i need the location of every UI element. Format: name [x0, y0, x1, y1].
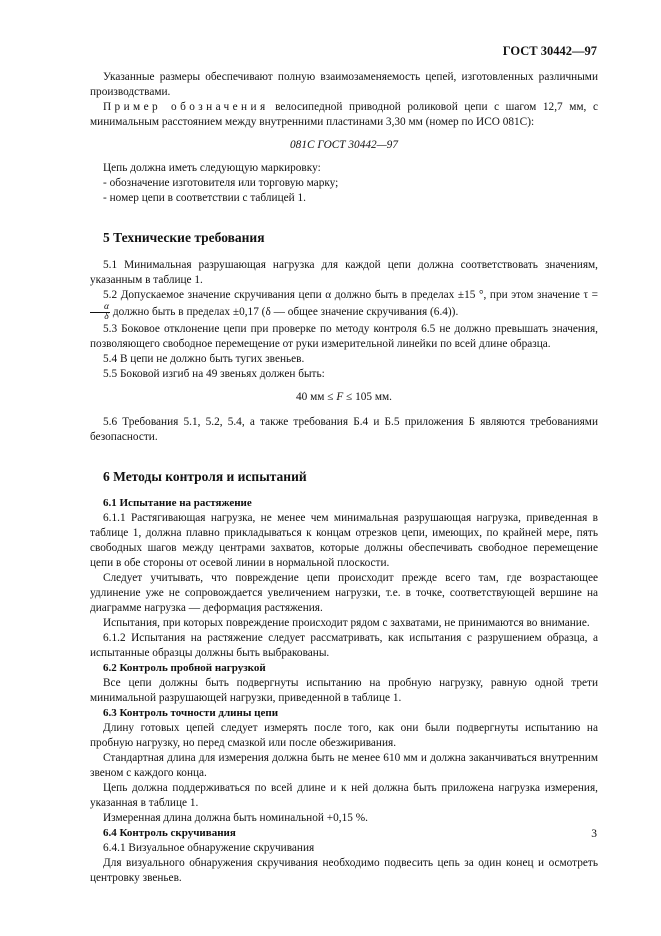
formula: [90, 390, 598, 405]
paragraph: Испытания, при которых повреждение происходит рядом с захватами, не принимаются во внимание.: [103, 617, 590, 629]
list-item: - обозначение изготовителя или торговую марку;: [103, 177, 339, 189]
paragraph-text: должно быть в пределах ±0,17 (δ — общее значение скручивания (6.4)).: [110, 306, 459, 319]
tau-symbol: τ =: [583, 289, 598, 301]
paragraph: 5.4 В цепи не должно быть тугих звеньев.: [103, 353, 305, 365]
section-heading: 5 Технические требования: [103, 230, 265, 245]
formula-part: 40 мм ≤: [296, 391, 337, 403]
paragraph: Указанные размеры обеспечивают полную взаимозаменяемость цепей, изготовленных различными производствами.: [90, 71, 598, 98]
paragraph: 5.1 Минимальная разрушающая нагрузка для каждой цепи должна соответствовать значениям, указанным в таблице 1.: [90, 259, 598, 286]
subsection-heading: 6.2 Контроль пробной нагрузкой: [103, 662, 266, 674]
formula-variable: F: [336, 391, 344, 403]
subsection-heading: 6.4 Контроль скручивания: [103, 827, 236, 839]
designation: 081С ГОСТ 30442—97: [290, 139, 398, 151]
example-text: велосипедной приводной роликовой цепи с шагом 12,7 мм, с минимальным расстоянием между внутренними пластинами 3,30 мм (номер по ИСО 081С):: [90, 101, 598, 128]
paragraph: 5.3 Боковое отклонение цепи при проверке по методу контроля 6.5 не должно превышать значения, позволяющего свободное перемещение от руки измерительной линейки по всей длине образца.: [90, 323, 598, 350]
paragraph: Цепь должна иметь следующую маркировку:: [103, 162, 321, 174]
fraction: [90, 303, 110, 322]
paragraph-text: 5.2 Допускаемое значение скручивания цепи α должно быть в пределах ±15 °, при этом значение: [103, 289, 584, 301]
paragraph: Для визуального обнаружения скручивания необходимо подвесить цепь за один конец и осмотреть центровку звеньев.: [90, 857, 598, 884]
page-content: [90, 70, 598, 886]
paragraph: 5.6 Требования 5.1, 5.2, 5.4, а также требования Б.4 и Б.5 приложения Б являются требованиями безопасности.: [90, 416, 598, 443]
subsection-heading: 6.3 Контроль точности длины цепи: [103, 707, 279, 719]
standard-code-header: ГОСТ 30442—97: [502, 44, 597, 58]
paragraph: Следует учитывать, что повреждение цепи происходит прежде всего там, где возрастающее удлинение уже не сопровождается увеличением нагрузки, т.е. в точке, соответствующей вершине на диаграмме нагрузка — деформация растяжения.: [90, 572, 598, 614]
paragraph: Стандартная длина для измерения должна быть не менее 610 мм и должна заканчиваться внутренним звеном с каждого конца.: [90, 752, 598, 779]
paragraph: [90, 288, 598, 322]
paragraph: Измеренная длина должна быть номинальной +0,15 %.: [103, 812, 368, 824]
fraction-numerator: α: [90, 303, 110, 313]
list-item: - номер цепи в соответствии с таблицей 1.: [103, 192, 306, 204]
subsection-heading: 6.1 Испытание на растяжение: [103, 497, 252, 509]
formula-part: ≤ 105 мм.: [343, 391, 392, 403]
fraction-denominator: δ: [104, 312, 109, 322]
section-heading: 6 Методы контроля и испытаний: [103, 469, 307, 484]
example-paragraph: [90, 100, 598, 130]
paragraph: 6.4.1 Визуальное обнаружение скручивания: [103, 842, 315, 854]
paragraph: 5.5 Боковой изгиб на 49 звеньях должен быть:: [103, 368, 325, 380]
paragraph: 6.1.1 Растягивающая нагрузка, не менее чем минимальная разрушающая нагрузка, приведенная в таблице 1, должна плавно прикладываться к концам отрезков цепи, имеющих, по крайней мере, пять свободных шагов между центрами захватов, которые должны обеспечивать свободное перемещение цепи в обе стороны от осевой линии в нормальной плоскости.: [90, 512, 598, 569]
paragraph: Цепь должна поддерживаться по всей длине и к ней должна быть приложена нагрузка измерения, указанная в таблице 1.: [90, 782, 598, 809]
paragraph: Длину готовых цепей следует измерять после того, как они были подвергнуты испытанию на пробную нагрузку, но перед смазкой или после обезжиривания.: [90, 722, 598, 749]
paragraph: 6.1.2 Испытания на растяжение следует рассматривать, как испытания с разрушением образца, а испытанные образцы должны быть выбракованы.: [90, 632, 598, 659]
page-number: 3: [591, 828, 597, 840]
example-label: Пример обозначения: [103, 101, 269, 113]
paragraph: Все цепи должны быть подвергнуты испытанию на пробную нагрузку, равную одной трети минимальной разрушающей нагрузки, приведенной в таблице 1.: [90, 677, 598, 704]
